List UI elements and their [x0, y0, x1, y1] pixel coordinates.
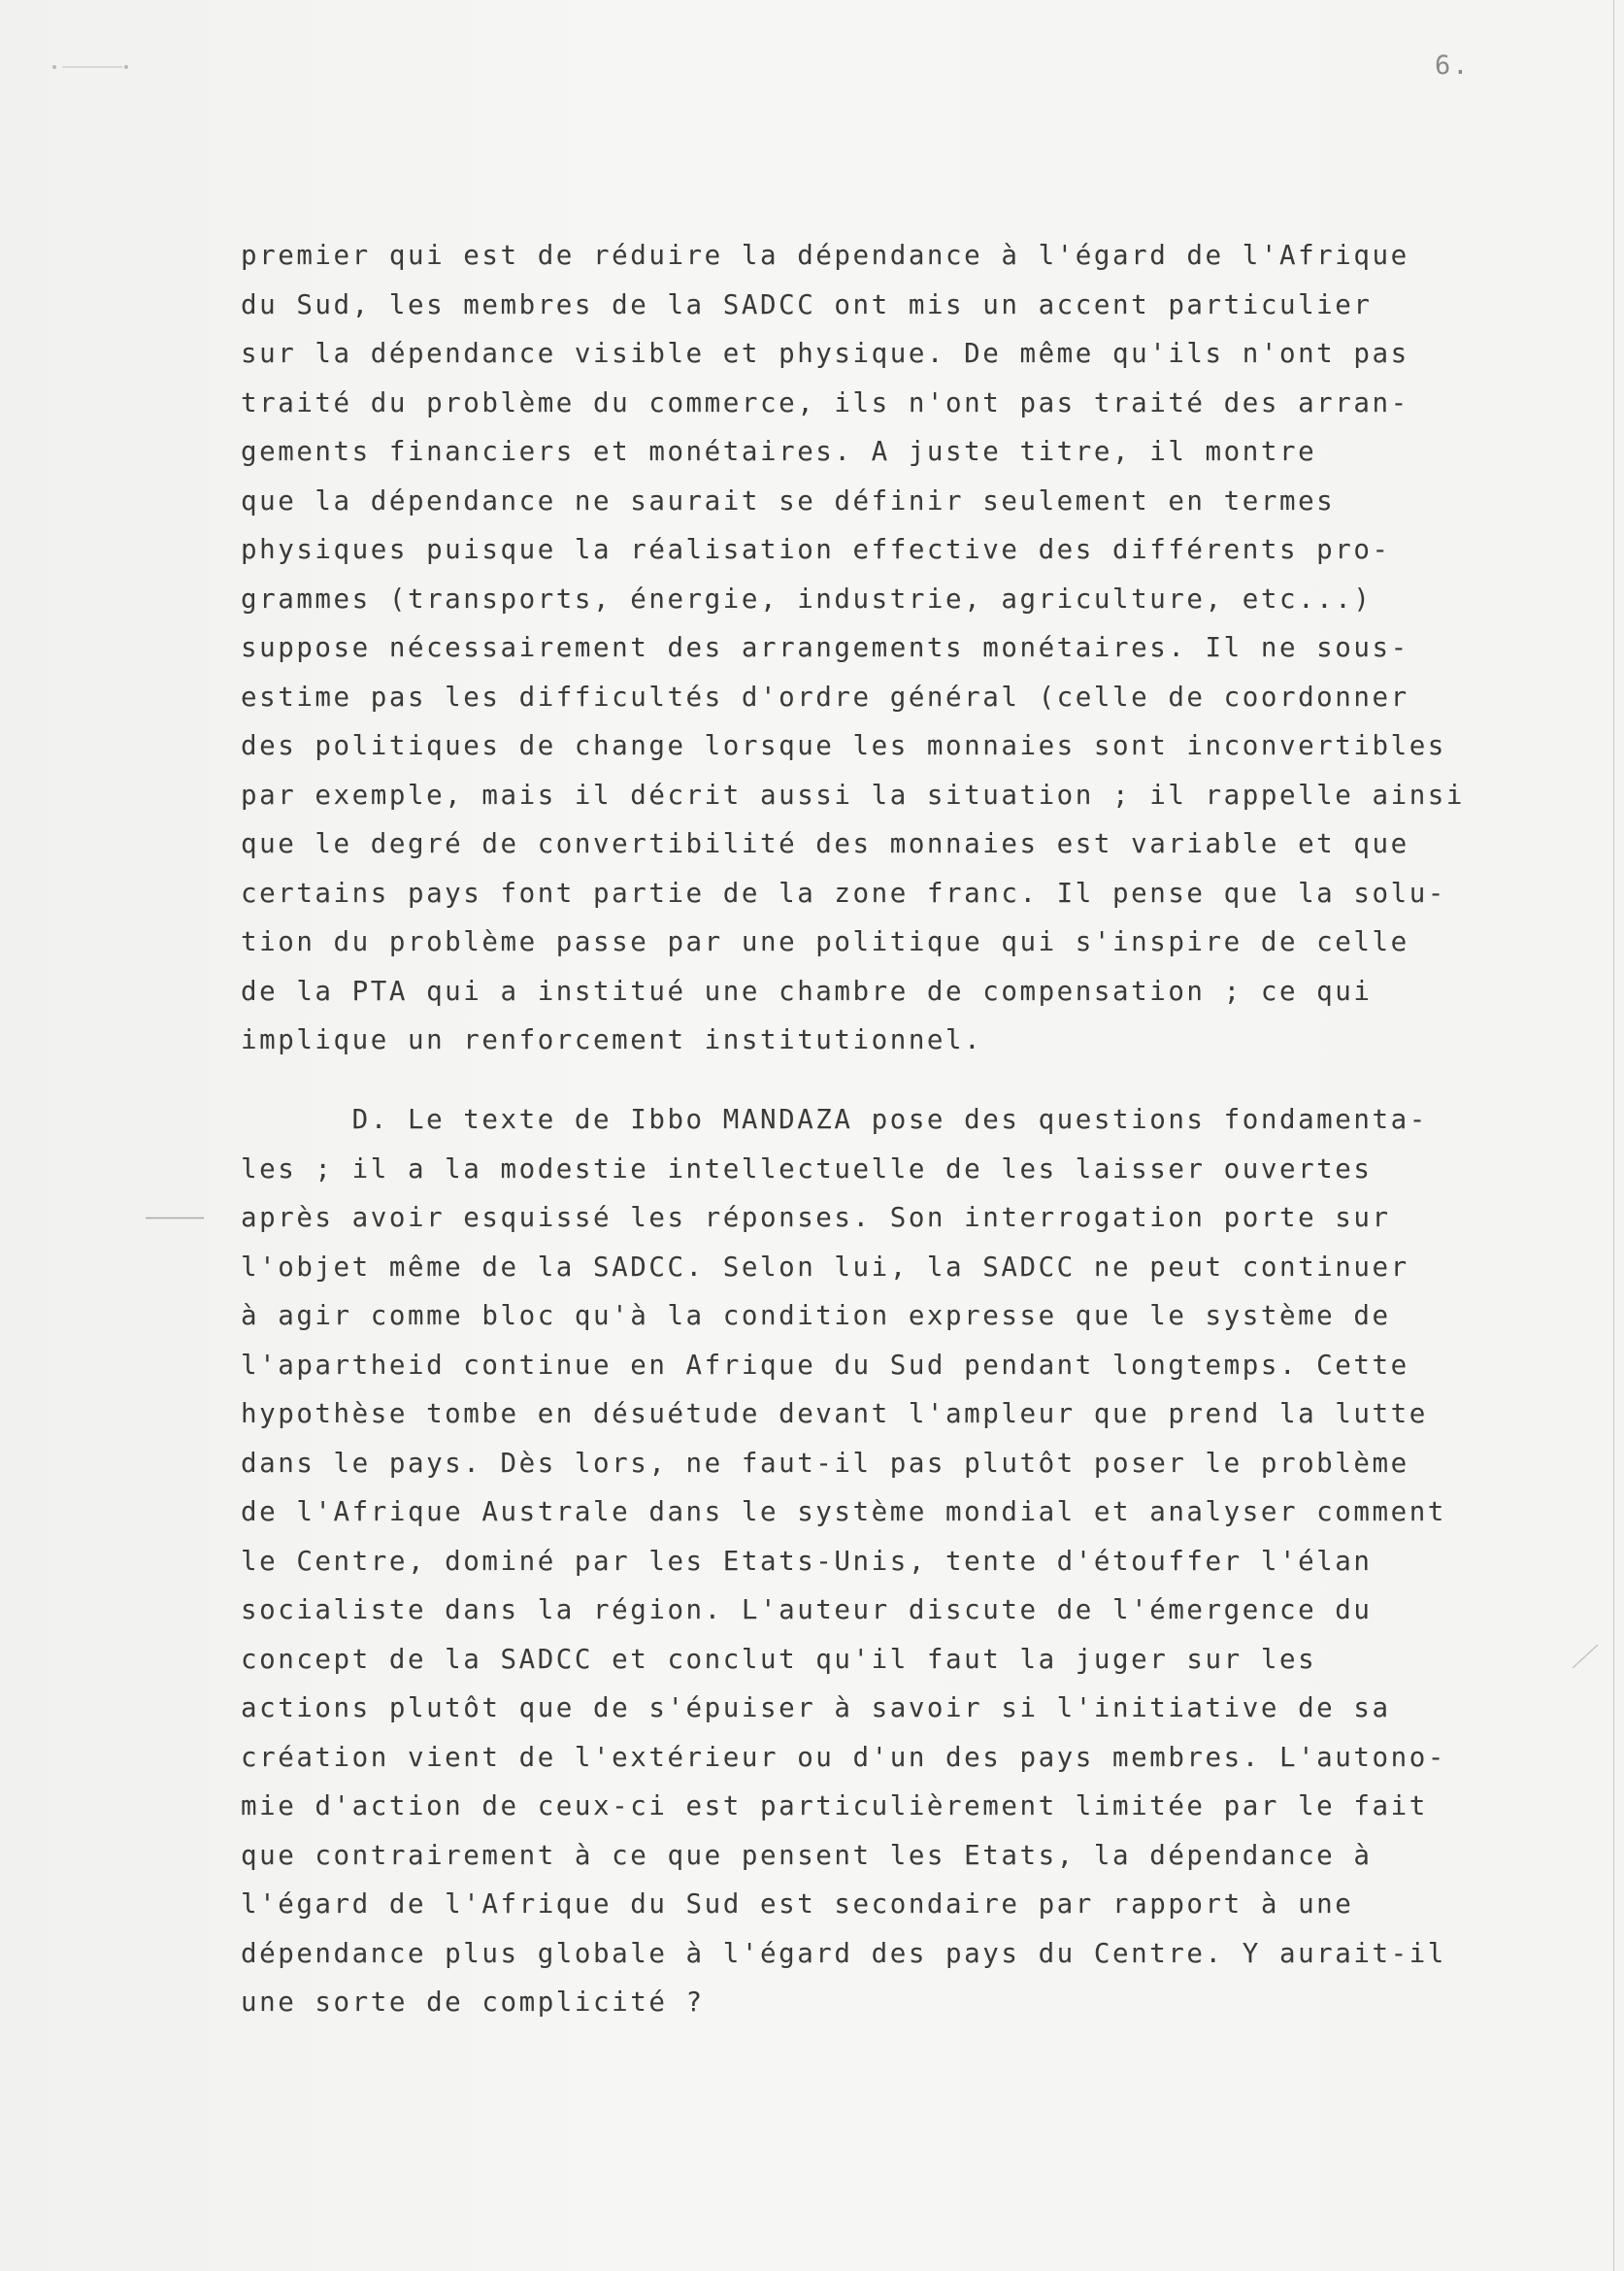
text-line: les ; il a la modestie intellectuelle de les laisser ouvertes	[241, 1152, 1373, 1185]
text-line: socialiste dans la région. L'auteur discute de l'émergence du	[241, 1594, 1373, 1625]
page-edge	[1613, 0, 1614, 2271]
text-line: gements financiers et monétaires. A juste titre, il montre	[241, 436, 1317, 467]
text-line: le Centre, dominé par les Etats-Unis, tente d'étouffer l'élan	[241, 1545, 1373, 1577]
text-line: de la PTA qui a institué une chambre de compensation ; ce qui	[241, 975, 1373, 1007]
text-line: D. Le texte de Ibbo MANDAZA pose des questions fondamenta-	[241, 1104, 1428, 1135]
text-line: mie d'action de ceux-ci est particulièrement limitée par le fait	[241, 1790, 1428, 1821]
text-line: à agir comme bloc qu'à la condition expresse que le système de	[241, 1300, 1391, 1331]
text-line: de l'Afrique Australe dans le système mondial et analyser comment	[241, 1496, 1446, 1527]
text-line: dépendance plus globale à l'égard des pays du Centre. Y aurait-il	[241, 1937, 1446, 1969]
text-line: suppose nécessairement des arrangements monétaires. Il ne sous-	[241, 632, 1409, 663]
page-number: 6.	[1435, 50, 1471, 81]
text-line: une sorte de complicité ?	[241, 1987, 705, 2018]
text-line: actions plutôt que de s'épuiser à savoir si l'initiative de sa	[241, 1692, 1391, 1723]
text-line: premier qui est de réduire la dépendance à l'égard de l'Afrique	[241, 240, 1409, 271]
text-line: après avoir esquissé les réponses. Son interrogation porte sur	[241, 1202, 1391, 1233]
text-line: physiques puisque la réalisation effective des différents pro-	[241, 534, 1391, 565]
text-line: création vient de l'extérieur ou d'un des pays membres. L'autono-	[241, 1741, 1446, 1773]
text-line: estime pas les difficultés d'ordre général (celle de coordonner	[241, 681, 1409, 713]
text-line: l'objet même de la SADCC. Selon lui, la SADCC ne peut continuer	[241, 1251, 1409, 1283]
margin-tick-icon	[1571, 1641, 1600, 1670]
text-line: sur la dépendance visible et physique. De même qu'ils n'ont pas	[241, 338, 1409, 369]
text-line: l'égard de l'Afrique du Sud est secondaire par rapport à une	[241, 1888, 1354, 1920]
text-line: implique un renforcement institutionnel.	[241, 1024, 983, 1055]
text-line: dans le pays. Dès lors, ne faut-il pas plutôt poser le problème	[241, 1447, 1409, 1479]
text-line: que la dépendance ne saurait se définir seulement en termes	[241, 484, 1336, 517]
margin-stroke-icon	[146, 1217, 204, 1219]
paragraph-1	[241, 231, 1522, 1065]
staple-mark-icon	[50, 62, 130, 72]
text-line: certains pays font partie de la zone franc. Il pense que la solu-	[241, 877, 1446, 909]
text-line: que contrairement à ce que pensent les Etats, la dépendance à	[241, 1839, 1373, 1871]
text-line: que le degré de convertibilité des monnaies est variable et que	[241, 828, 1409, 859]
paragraph-2	[241, 1095, 1522, 2027]
text-line: traité du problème du commerce, ils n'ont pas traité des arran-	[241, 386, 1409, 418]
text-line: grammes (transports, énergie, industrie, agriculture, etc...)	[241, 583, 1373, 615]
text-line: du Sud, les membres de la SADCC ont mis un accent particulier	[241, 288, 1373, 320]
text-line: concept de la SADCC et conclut qu'il faut la juger sur les	[241, 1643, 1317, 1675]
text-line: par exemple, mais il décrit aussi la situation ; il rappelle ainsi	[241, 779, 1466, 811]
text-line: hypothèse tombe en désuétude devant l'ampleur que prend la lutte	[241, 1398, 1428, 1429]
text-line: tion du problème passe par une politique qui s'inspire de celle	[241, 926, 1409, 957]
text-line: l'apartheid continue en Afrique du Sud pendant longtemps. Cette	[241, 1349, 1409, 1381]
text-line: des politiques de change lorsque les monnaies sont inconvertibles	[241, 730, 1446, 761]
